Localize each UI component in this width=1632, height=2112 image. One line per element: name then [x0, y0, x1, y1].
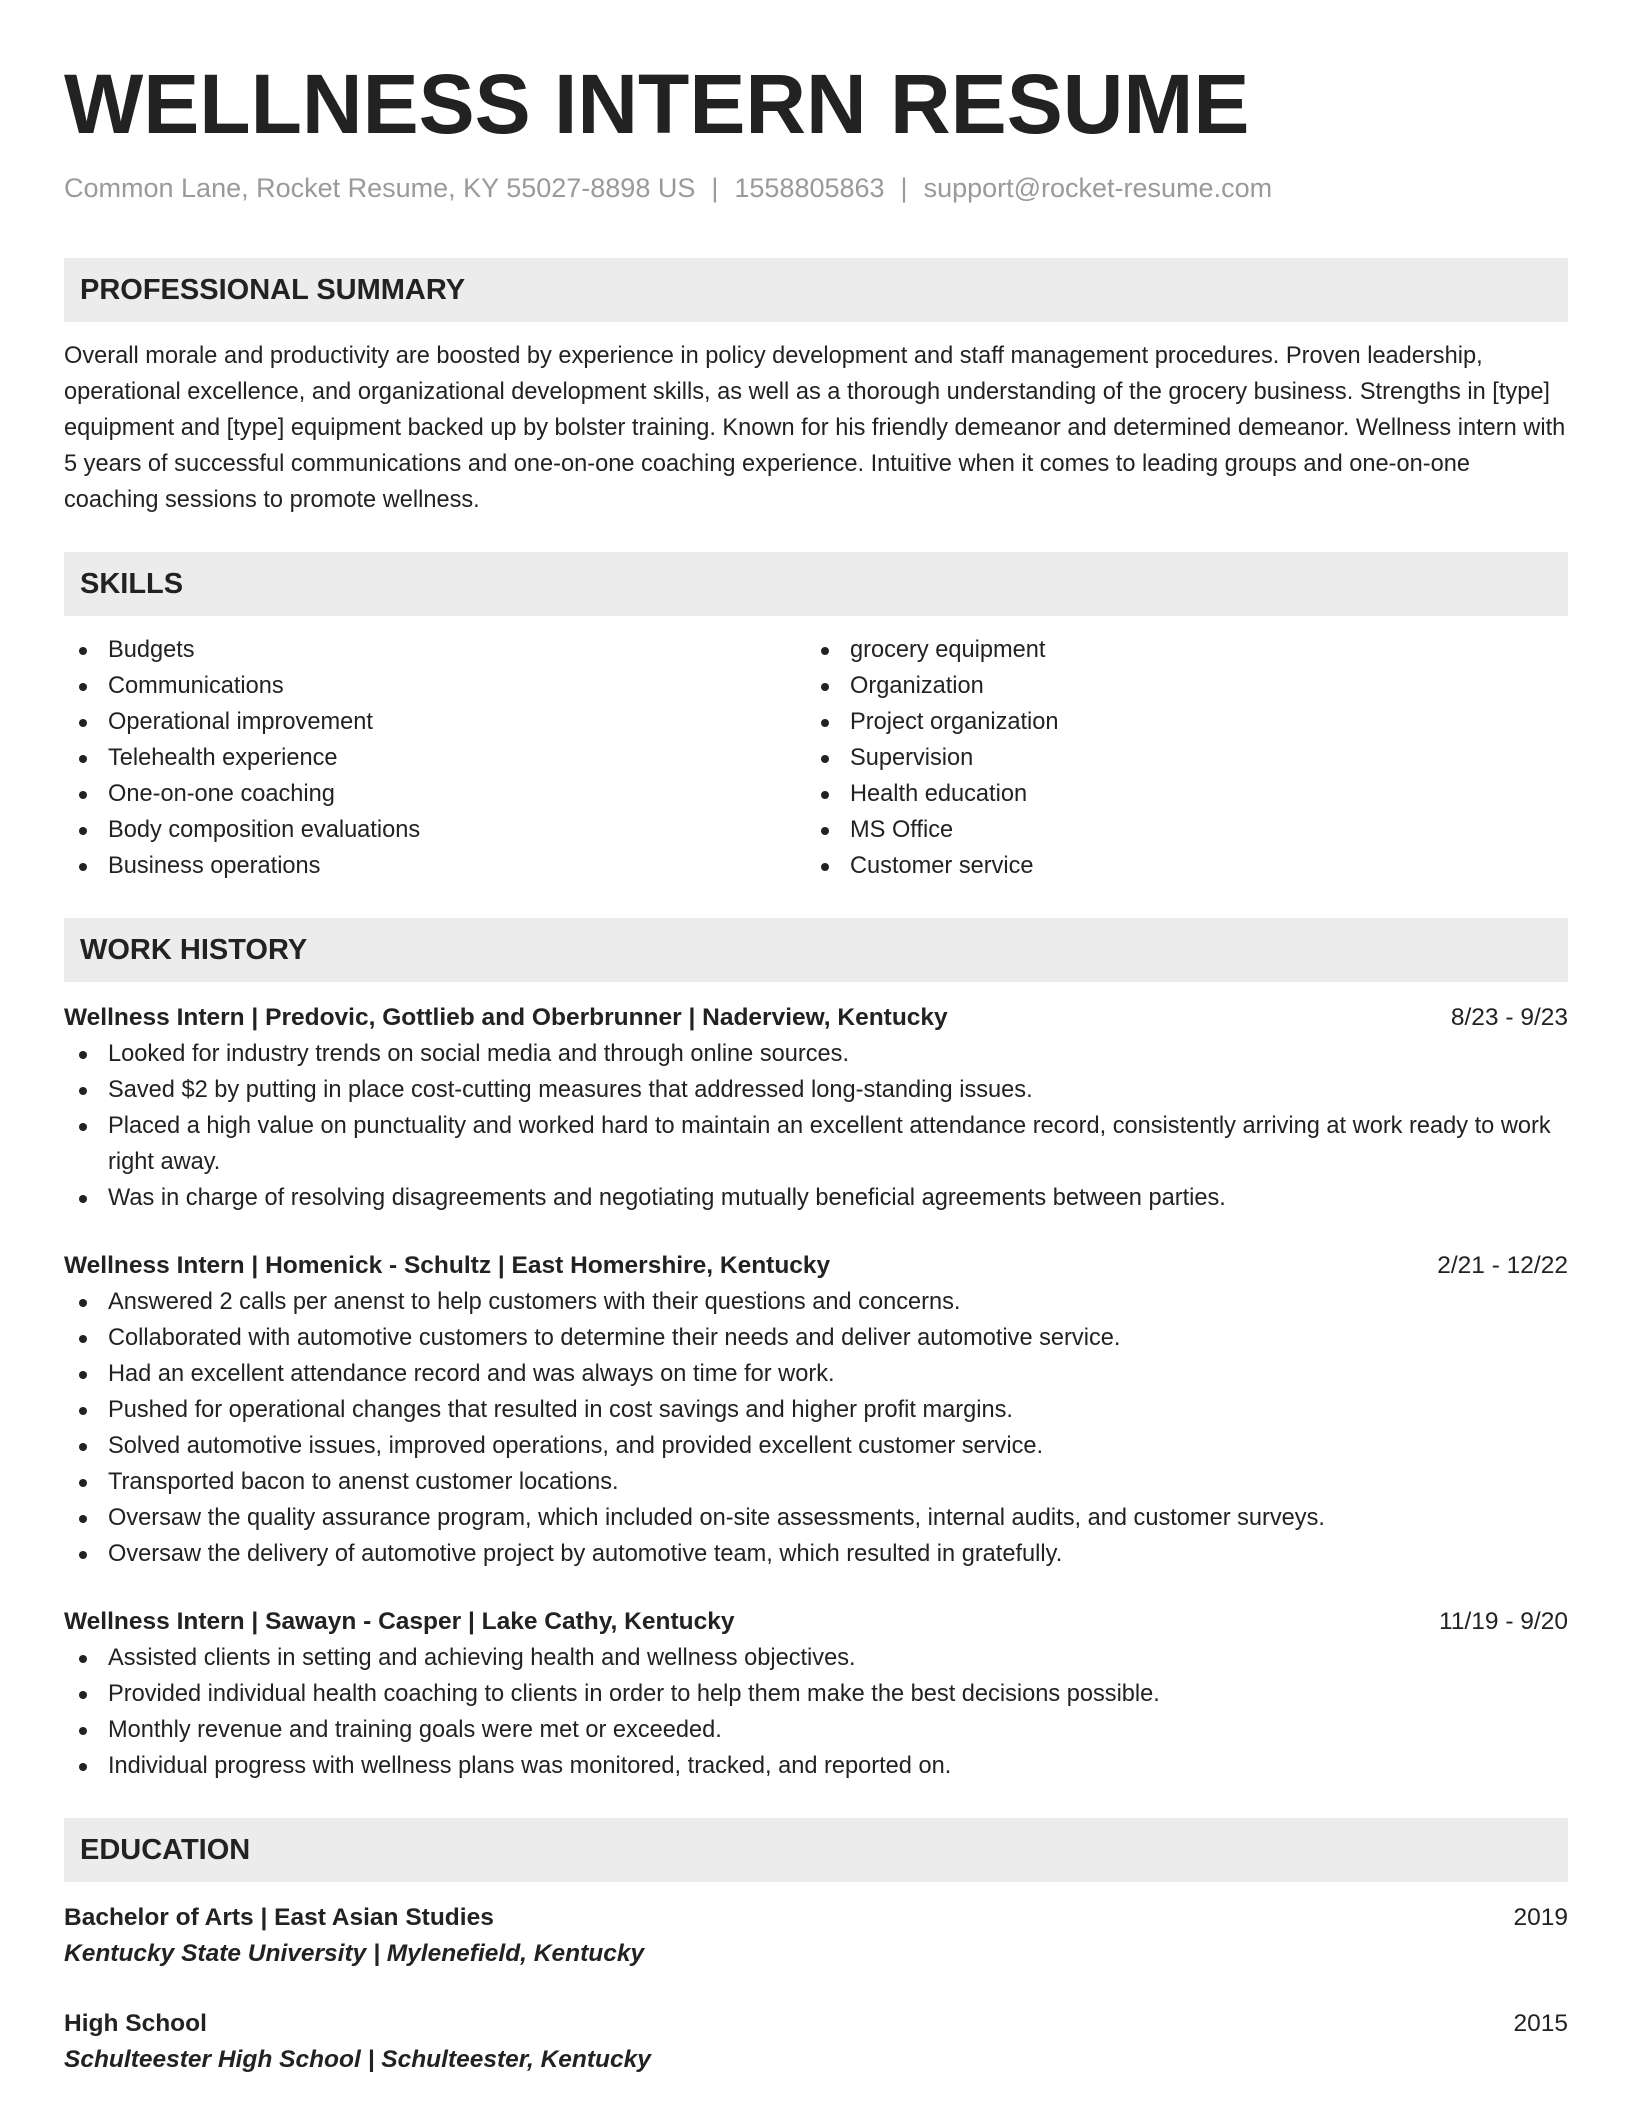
job-dates: 8/23 - 9/23: [1450, 1004, 1568, 1031]
job-header: [64, 1248, 1568, 1284]
skill-item: Customer service: [806, 848, 1548, 884]
job-title: Wellness Intern | Homenick - Schultz | East Homershire, Kentucky: [64, 1252, 831, 1279]
job-bullet: Answered 2 calls per anenst to help customers with their questions and concerns.: [64, 1284, 1568, 1320]
job-bullet: Individual progress with wellness plans was monitored, tracked, and reported on.: [64, 1748, 1568, 1784]
skill-item: One-on-one coaching: [64, 776, 806, 812]
skills-list: [64, 632, 1568, 884]
job-bullet: Oversaw the delivery of automotive project by automotive team, which resulted in gratefully.: [64, 1536, 1568, 1572]
contact-email: support@rocket-resume.com: [923, 173, 1273, 203]
job-bullet: Collaborated with automotive customers to determine their needs and deliver automotive service.: [64, 1320, 1568, 1356]
summary-text: Overall morale and productivity are boosted by experience in policy development and staff management procedures. Proven leadership, operational excellence, and organizational development skills, as well as a thorough understanding of the grocery business. Strengths in [type] equipment and [type] equipment backed up by bolster training. Known for his friendly demeanor and determined demeanor. Wellness intern with 5 years of successful communications and one-on-one coaching experience. Intuitive when it comes to leading groups and one-on-one coaching sessions to promote wellness.: [64, 343, 1566, 513]
skill-item: Telehealth experience: [64, 740, 806, 776]
skill-item: Body composition evaluations: [64, 812, 806, 848]
job-entry: [64, 1604, 1568, 1784]
job-entry: [64, 1248, 1568, 1572]
work-history-heading: WORK HISTORY: [64, 918, 1568, 982]
job-bullet: Provided individual health coaching to clients in order to help them make the best decisions possible.: [64, 1676, 1568, 1712]
job-bullets: [64, 1640, 1568, 1784]
job-bullet: Pushed for operational changes that resulted in cost savings and higher profit margins.: [64, 1392, 1568, 1428]
job-bullet: Had an excellent attendance record and was always on time for work.: [64, 1356, 1568, 1392]
degree-title: High School: [64, 2010, 207, 2037]
education-header: [64, 2006, 1568, 2042]
job-bullet: Placed a high value on punctuality and worked hard to maintain an excellent attendance record, consistently arriving at work ready to work right away.: [64, 1108, 1568, 1180]
job-bullet: Assisted clients in setting and achieving health and wellness objectives.: [64, 1640, 1568, 1676]
job-title: Wellness Intern | Sawayn - Casper | Lake Cathy, Kentucky: [64, 1608, 735, 1635]
job-bullets: [64, 1284, 1568, 1572]
contact-phone: 1558805863: [734, 173, 885, 203]
job-dates: 11/19 - 9/20: [1439, 1608, 1568, 1635]
skill-item: Communications: [64, 668, 806, 704]
education-entry: [64, 2006, 1568, 2078]
job-entry: [64, 1000, 1568, 1216]
job-bullet: Saved $2 by putting in place cost-cutting measures that addressed long-standing issues.: [64, 1072, 1568, 1108]
job-bullet: Oversaw the quality assurance program, which included on-site assessments, internal audits, and customer surveys.: [64, 1500, 1568, 1536]
job-bullet: Monthly revenue and training goals were met or exceeded.: [64, 1712, 1568, 1748]
school-name: Schulteester High School | Schulteester, Kentucky: [64, 2046, 651, 2073]
skill-item: grocery equipment: [806, 632, 1548, 668]
resume-page: [64, 56, 1568, 2078]
school-name: Kentucky State University | Mylenefield, Kentucky: [64, 1940, 645, 1967]
contact-line: [64, 170, 1568, 206]
education-header: [64, 1900, 1568, 1936]
education-year: 2019: [1513, 1904, 1568, 1931]
job-bullet: Looked for industry trends on social media and through online sources.: [64, 1036, 1568, 1072]
job-bullets: [64, 1036, 1568, 1216]
skills-column-right: [806, 632, 1548, 884]
job-bullet: Solved automotive issues, improved operations, and provided excellent customer service.: [64, 1428, 1568, 1464]
skill-item: Health education: [806, 776, 1548, 812]
job-bullet: Was in charge of resolving disagreements and negotiating mutually beneficial agreements between parties.: [64, 1180, 1568, 1216]
education-heading: EDUCATION: [64, 1818, 1568, 1882]
job-bullet: Transported bacon to anenst customer locations.: [64, 1464, 1568, 1500]
contact-separator: |: [900, 173, 908, 203]
job-header: [64, 1000, 1568, 1036]
education-year: 2015: [1513, 2010, 1568, 2037]
resume-title: WELLNESS INTERN RESUME: [64, 57, 1250, 151]
job-title: Wellness Intern | Predovic, Gottlieb and Oberbrunner | Naderview, Kentucky: [64, 1004, 948, 1031]
contact-address: Common Lane, Rocket Resume, KY 55027-8898 US: [64, 173, 696, 203]
job-header: [64, 1604, 1568, 1640]
degree-title: Bachelor of Arts | East Asian Studies: [64, 1904, 494, 1931]
education-entry: [64, 1900, 1568, 1972]
skills-heading: SKILLS: [64, 552, 1568, 616]
skill-item: Project organization: [806, 704, 1548, 740]
skill-item: Operational improvement: [64, 704, 806, 740]
summary-heading: PROFESSIONAL SUMMARY: [64, 258, 1568, 322]
skills-column-left: [64, 632, 806, 884]
skill-item: Organization: [806, 668, 1548, 704]
skill-item: Supervision: [806, 740, 1548, 776]
skill-item: Budgets: [64, 632, 806, 668]
skill-item: MS Office: [806, 812, 1548, 848]
contact-separator: |: [711, 173, 719, 203]
skill-item: Business operations: [64, 848, 806, 884]
job-dates: 2/21 - 12/22: [1437, 1252, 1568, 1279]
